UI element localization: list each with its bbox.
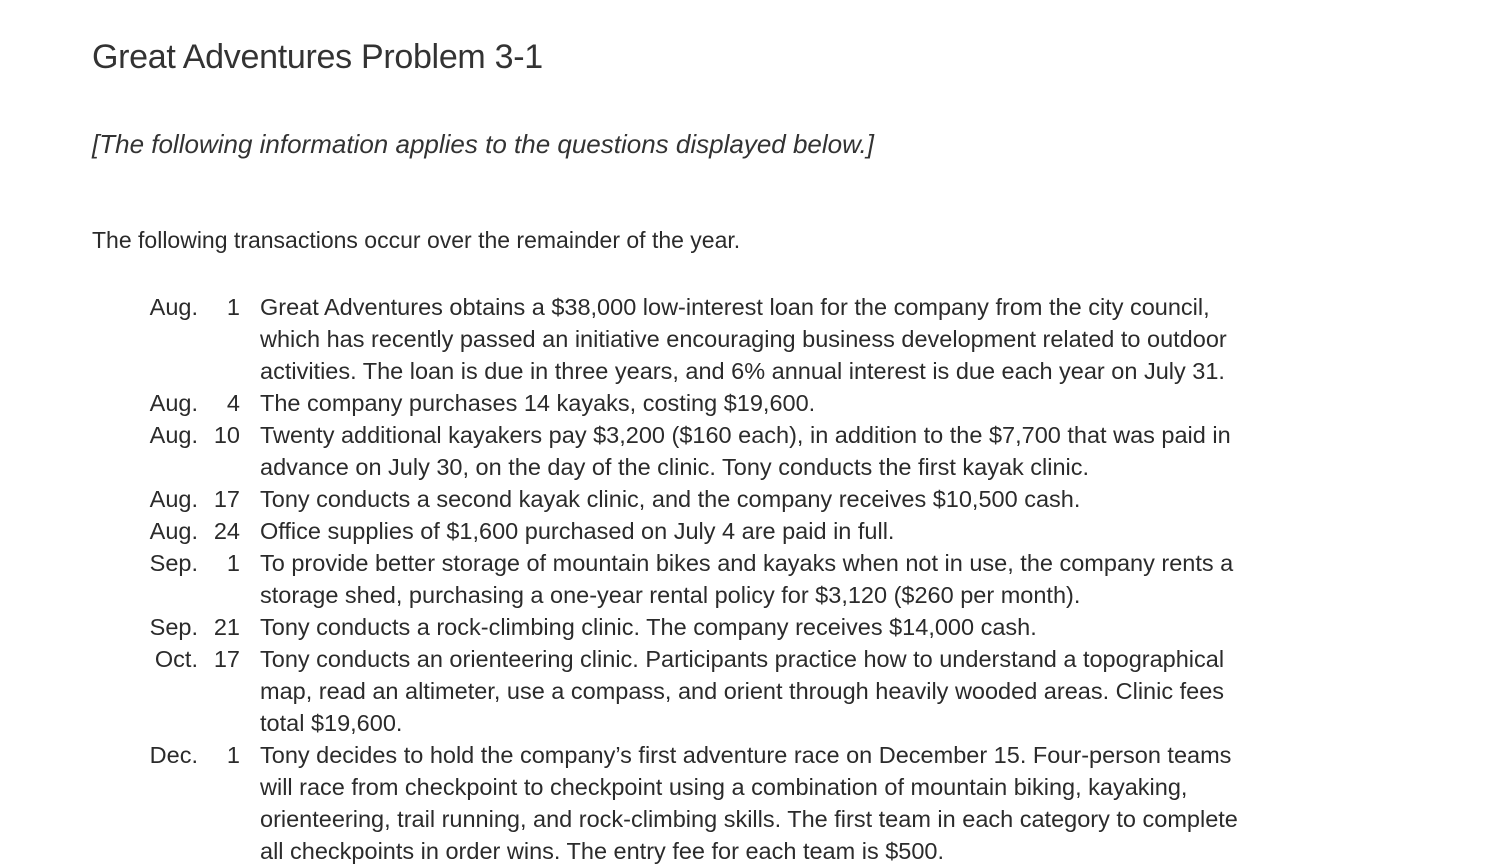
transaction-description xyxy=(260,419,1340,483)
transaction-description xyxy=(260,387,1340,419)
description-line: storage shed, purchasing a one-year rental policy for $3,120 ($260 per month). xyxy=(260,582,1081,608)
description-line: activities. The loan is due in three years, and 6% annual interest is due each year on July 31. xyxy=(260,358,1225,384)
description-line: advance on July 30, on the day of the clinic. Tony conducts the first kayak clinic. xyxy=(260,454,1090,480)
transactions-body xyxy=(132,291,1340,867)
transaction-month: Sep. xyxy=(149,550,198,576)
transaction-month: Aug. xyxy=(149,518,198,544)
transaction-month: Oct. xyxy=(154,646,198,672)
description-line: map, read an altimeter, use a compass, and orient through heavily wooded areas. Clinic fees xyxy=(260,678,1225,704)
transaction-description xyxy=(260,291,1340,387)
transaction-row xyxy=(132,643,1340,739)
transaction-month: Dec. xyxy=(149,742,198,768)
description-line: Tony conducts an orienteering clinic. Participants practice how to understand a topographical xyxy=(260,646,1225,672)
description-line: Office supplies of $1,600 purchased on July 4 are paid in full. xyxy=(260,518,895,544)
transaction-description xyxy=(260,547,1340,611)
description-line: Tony decides to hold the company’s first adventure race on December 15. Four-person teams xyxy=(260,742,1232,768)
lead-text: The following transactions occur over the remainder of the year. xyxy=(92,227,741,253)
transaction-day: 17 xyxy=(213,486,240,512)
description-line: all checkpoints in order wins. The entry fee for each team is $500. xyxy=(260,838,945,864)
intro-note: [The following information applies to the questions displayed below.] xyxy=(92,129,874,159)
transaction-description xyxy=(260,643,1340,739)
page-title: Great Adventures Problem 3-1 xyxy=(92,38,543,76)
transaction-month: Aug. xyxy=(149,422,198,448)
transaction-description xyxy=(260,739,1340,867)
transaction-row xyxy=(132,515,1340,547)
transactions-table xyxy=(132,291,1340,867)
transaction-day: 1 xyxy=(226,742,240,768)
transaction-day: 1 xyxy=(226,294,240,320)
description-line: To provide better storage of mountain bikes and kayaks when not in use, the company rents a xyxy=(260,550,1234,576)
transaction-day: 21 xyxy=(213,614,240,640)
description-line: total $19,600. xyxy=(260,710,403,736)
description-line: orienteering, trail running, and rock-climbing skills. The first team in each category to complete xyxy=(260,806,1238,832)
description-line: which has recently passed an initiative encouraging business development related to outdoor xyxy=(260,326,1227,352)
description-line: Great Adventures obtains a $38,000 low-interest loan for the company from the city council, xyxy=(260,294,1210,320)
transaction-month: Aug. xyxy=(149,294,198,320)
transaction-row xyxy=(132,547,1340,611)
description-line: The company purchases 14 kayaks, costing $19,600. xyxy=(260,390,816,416)
description-line: Tony conducts a second kayak clinic, and the company receives $10,500 cash. xyxy=(260,486,1081,512)
transaction-day: 17 xyxy=(213,646,240,672)
transaction-row xyxy=(132,291,1340,387)
transaction-row xyxy=(132,387,1340,419)
transaction-month: Aug. xyxy=(149,486,198,512)
description-line: Tony conducts a rock-climbing clinic. The company receives $14,000 cash. xyxy=(260,614,1037,640)
transaction-row xyxy=(132,739,1340,867)
transaction-month: Sep. xyxy=(149,614,198,640)
transaction-day: 1 xyxy=(226,550,240,576)
transaction-description xyxy=(260,483,1340,515)
transaction-description xyxy=(260,611,1340,643)
transaction-description xyxy=(260,515,1340,547)
transaction-month: Aug. xyxy=(149,390,198,416)
transaction-row xyxy=(132,419,1340,483)
description-line: will race from checkpoint to checkpoint using a combination of mountain biking, kayaking, xyxy=(260,774,1188,800)
transaction-row xyxy=(132,611,1340,643)
description-line: Twenty additional kayakers pay $3,200 ($160 each), in addition to the $7,700 that was paid in xyxy=(260,422,1231,448)
transaction-day: 24 xyxy=(213,518,240,544)
transaction-row xyxy=(132,483,1340,515)
transaction-day: 4 xyxy=(226,390,240,416)
transaction-day: 10 xyxy=(213,422,240,448)
